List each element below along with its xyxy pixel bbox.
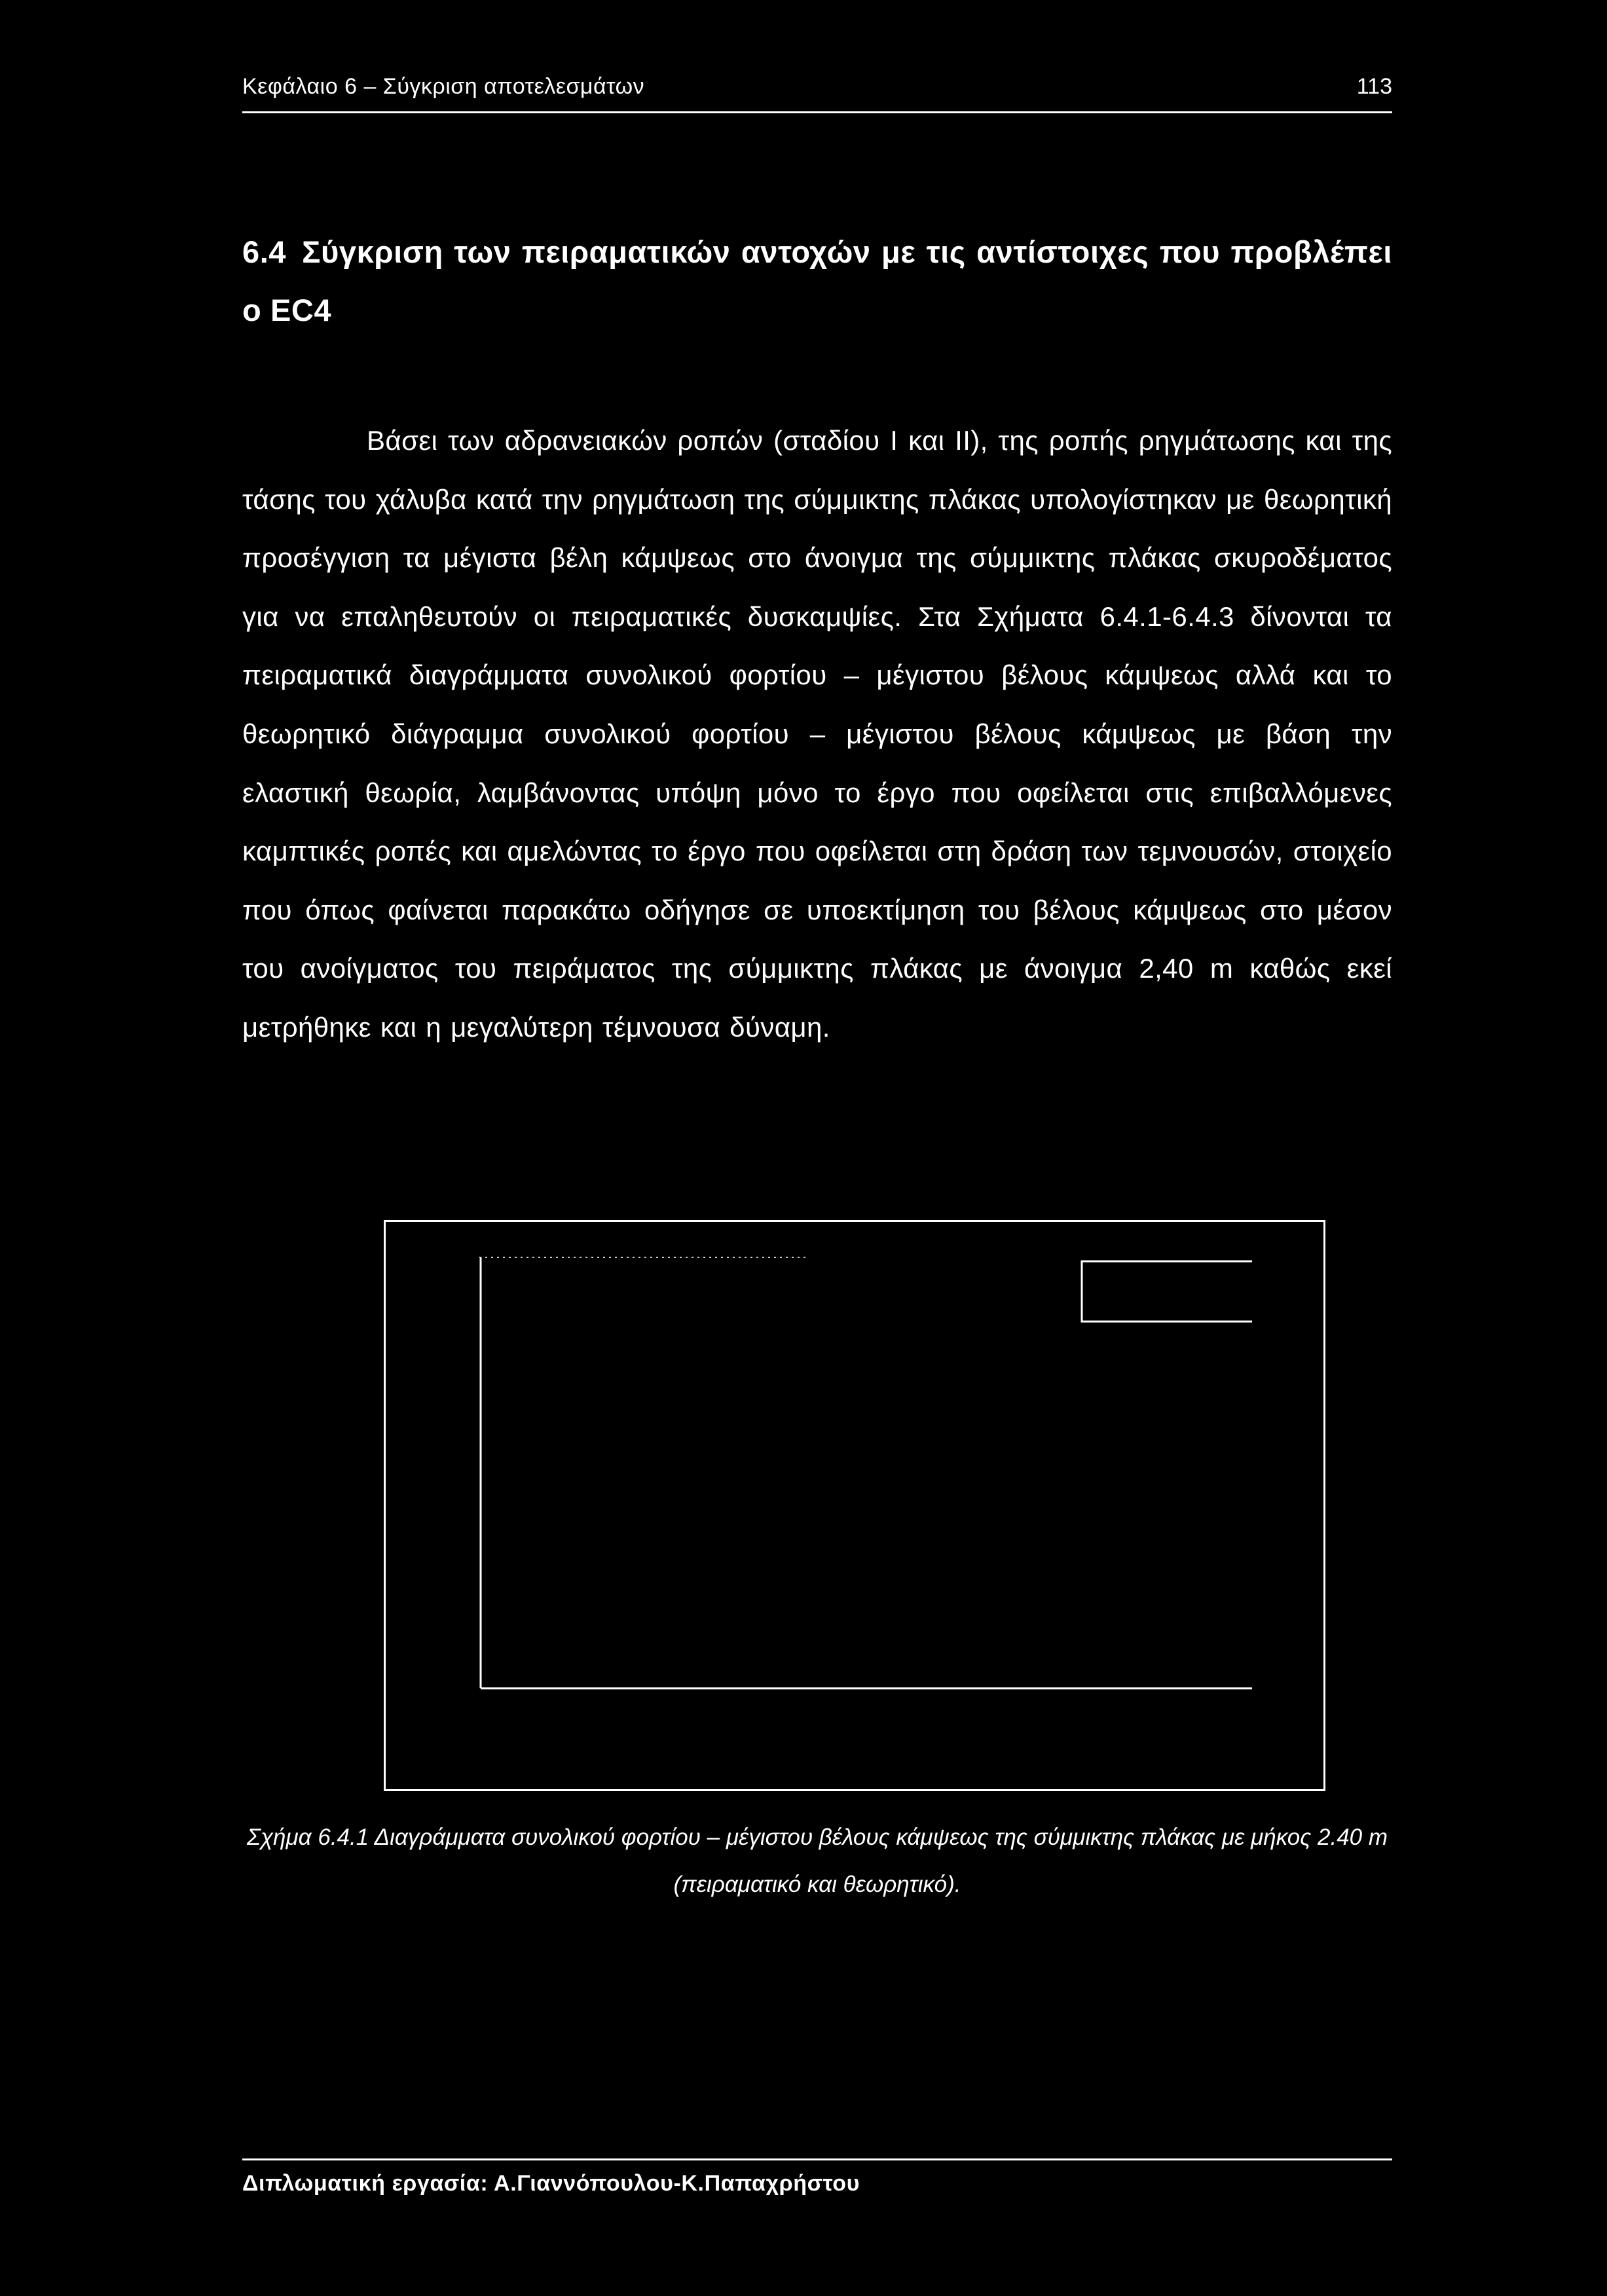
section-title-text: Σύγκριση των πειραματικών αντοχών με τις αντίστοιχες που προβλέπει ο EC4 <box>242 234 1392 327</box>
page-header <box>242 71 1392 113</box>
footer-text: Διπλωματική εργασία: Α.Γιαννόπουλου-Κ.Παπαχρήστου <box>242 2171 860 2196</box>
figure-plot-graphic <box>474 1256 1252 1692</box>
page-number: 113 <box>1356 74 1392 99</box>
body-paragraph: Βάσει των αδρανειακών ροπών (σταδίου I και II), της ροπής ρηγμάτωσης και της τάσης του χάλυβα κατά την ρηγμάτωση της σύμμικτης πλάκας υπολογίστηκαν με θεωρητική προσέγγιση τα μέγιστα βέλη κάμψεως στο άνοιγμα της σύμμικτης πλάκας σκυροδέματος για να επαληθευτούν οι πειραματικές δυσκαμψίες. Στα Σχήματα 6.4.1-6.4.3 δίνονται τα πειραματικά διαγράμματα συνολικού φορτίου – μέγιστου βέλους κάμψεως αλλά και το θεωρητικό διάγραμμα συνολικού φορτίου – μέγιστου βέλους κάμψεως με βάση την ελαστική θεωρία, λαμβάνοντας υπόψη μόνο το έργο που οφείλεται στις επιβαλλόμενες καμπτικές ροπές και αμελώντας το έργο που οφείλεται στη δράση των τεμνουσών, στοιχείο που όπως φαίνεται παρακάτω οδήγησε σε υποεκτίμηση του βέλους κάμψεως στο μέσον του ανοίγματος του πειράματος της σύμμικτης πλάκας με άνοιγμα 2,40 m καθώς εκεί μετρήθηκε και η μεγαλύτερη τέμνουσα δύναμη. <box>242 425 1392 1043</box>
section-title <box>242 223 1392 339</box>
figure-plot <box>474 1256 1252 1692</box>
footer-rule <box>242 2158 1392 2160</box>
figure-caption: Σχήμα 6.4.1 Διαγράμματα συνολικού φορτίου – μέγιστου βέλους κάμψεως της σύμμικτης πλάκας με μήκος 2.40 m (πειραματικό και θεωρητικό). <box>246 1824 1388 1897</box>
plot-legend-box <box>1082 1261 1252 1322</box>
section-number: 6.4 <box>242 234 287 269</box>
header-rule <box>242 111 1392 113</box>
running-head: Κεφάλαιο 6 – Σύγκριση αποτελεσμάτων <box>242 74 645 99</box>
